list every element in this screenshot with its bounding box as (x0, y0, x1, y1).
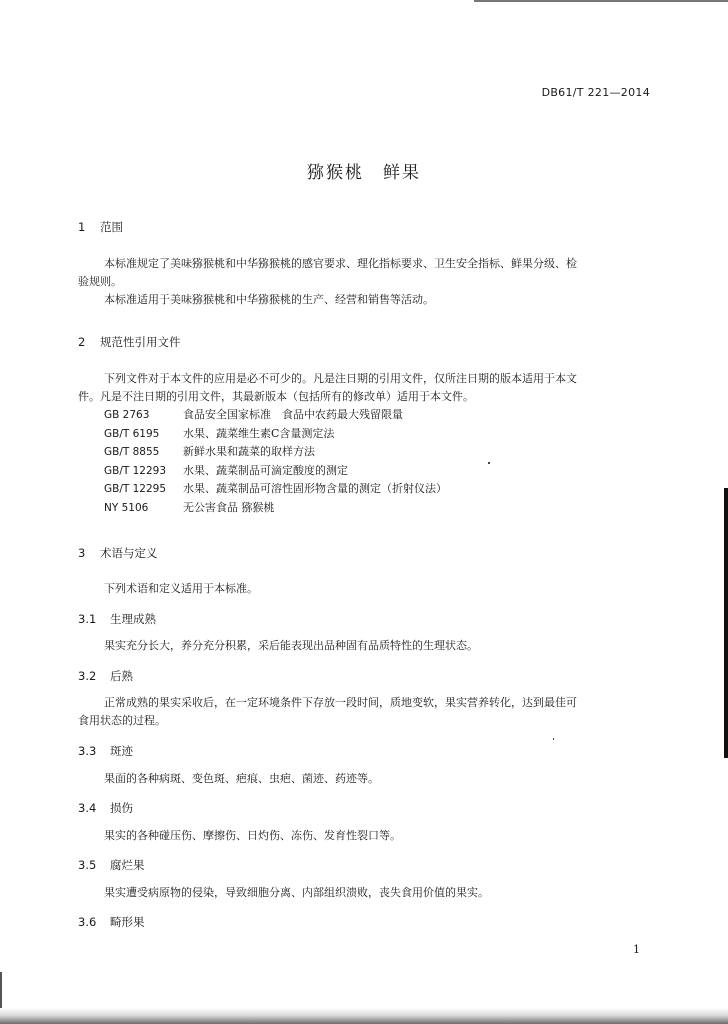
reference-code: GB/T 6195 (104, 427, 160, 440)
term-title: 生理成熟 (110, 612, 156, 626)
term-number: 3.5 (78, 858, 97, 872)
paragraph: 本标准适用于美味猕猴桃和中华猕猴桃的生产、经营和销售等活动。 (104, 293, 434, 306)
document-title: 猕猴桃 鲜果 (307, 163, 421, 183)
term-3-4-heading (78, 800, 133, 816)
section-number: 2 (78, 335, 86, 349)
reference-list (104, 406, 447, 517)
reference-code: GB/T 12293 (104, 464, 167, 477)
reference-title: 食品安全国家标准 食品中农药最大残留限量 (183, 408, 403, 421)
reference-item (104, 425, 447, 444)
reference-code: GB 2763 (104, 409, 150, 421)
section-title: 范围 (100, 220, 123, 234)
term-number: 3.1 (78, 612, 97, 626)
section-number: 1 (78, 220, 86, 234)
standard-code: DB61/T 221—2014 (541, 86, 650, 99)
term-3-6-heading (78, 914, 145, 930)
term-definition: 正常成熟的果实采收后，在一定环境条件下存放一段时间，质地变软，果实营养转化，达到最佳可 (104, 696, 577, 709)
section-1-heading (78, 219, 123, 235)
paragraph: 验规则。 (78, 275, 122, 288)
term-definition: 果面的各种病斑、变色斑、疤痕、虫疤、菌迹、药迹等。 (104, 772, 379, 785)
term-number: 3.6 (78, 915, 97, 929)
reference-title: 新鲜水果和蔬菜的取样方法 (183, 445, 315, 458)
term-title: 畸形果 (110, 915, 145, 929)
reference-title: 水果、蔬菜维生素C含量测定法 (183, 426, 335, 440)
reference-item (104, 443, 447, 462)
term-definition: 果实遭受病原物的侵染，导致细胞分离、内部组织溃败，丧失食用价值的果实。 (104, 886, 489, 899)
reference-item (104, 462, 447, 481)
reference-title: 水果、蔬菜制品可溶性固形物含量的测定（折射仪法） (183, 482, 447, 495)
reference-item (104, 499, 447, 518)
paragraph: 件。凡是不注日期的引用文件，其最新版本（包括所有的修改单）适用于本文件。 (78, 390, 474, 403)
scan-top-line (474, 0, 728, 2)
term-3-3-heading (78, 743, 133, 759)
paragraph: 本标准规定了美味猕猴桃和中华猕猴桃的感官要求、理化指标要求、卫生安全指标、鲜果分级、检 (104, 257, 577, 270)
section-3-heading (78, 545, 158, 561)
term-number: 3.2 (78, 669, 97, 683)
page-number: 1 (633, 943, 640, 956)
term-title: 腐烂果 (110, 858, 145, 872)
reference-item (104, 406, 447, 425)
term-3-2-heading (78, 668, 133, 684)
term-number: 3.4 (78, 801, 97, 815)
reference-code: GB/T 8855 (104, 446, 160, 458)
term-3-5-heading (78, 857, 145, 873)
term-title: 后熟 (110, 669, 133, 683)
scan-edge-shadow (724, 488, 728, 758)
reference-code: GB/T 12295 (104, 483, 167, 495)
reference-title: 水果、蔬菜制品可滴定酸度的测定 (183, 463, 348, 477)
scan-bottom-edge (0, 1008, 728, 1024)
reference-title: 无公害食品 猕猴桃 (183, 500, 275, 514)
paragraph: 下列术语和定义适用于本标准。 (104, 582, 258, 595)
reference-item (104, 480, 447, 499)
section-number: 3 (78, 546, 86, 560)
scan-speck (553, 738, 554, 740)
section-title: 规范性引用文件 (100, 335, 181, 349)
section-2-heading (78, 334, 181, 350)
scan-speck (488, 462, 490, 464)
section-title: 术语与定义 (100, 546, 158, 560)
reference-code: NY 5106 (104, 501, 149, 514)
term-definition: 食用状态的过程。 (78, 714, 166, 727)
term-title: 损伤 (110, 801, 133, 815)
paragraph: 下列文件对于本文件的应用是必不可少的。凡是注日期的引用文件，仅所注日期的版本适用于本文 (104, 372, 577, 385)
term-title: 斑迹 (110, 744, 133, 758)
term-number: 3.3 (78, 744, 97, 758)
term-3-1-heading (78, 611, 156, 627)
term-definition: 果实的各种碰压伤、摩擦伤、日灼伤、冻伤、发育性裂口等。 (104, 829, 401, 842)
term-definition: 果实充分长大，养分充分积累，采后能表现出品种固有品质特性的生理状态。 (104, 639, 478, 652)
